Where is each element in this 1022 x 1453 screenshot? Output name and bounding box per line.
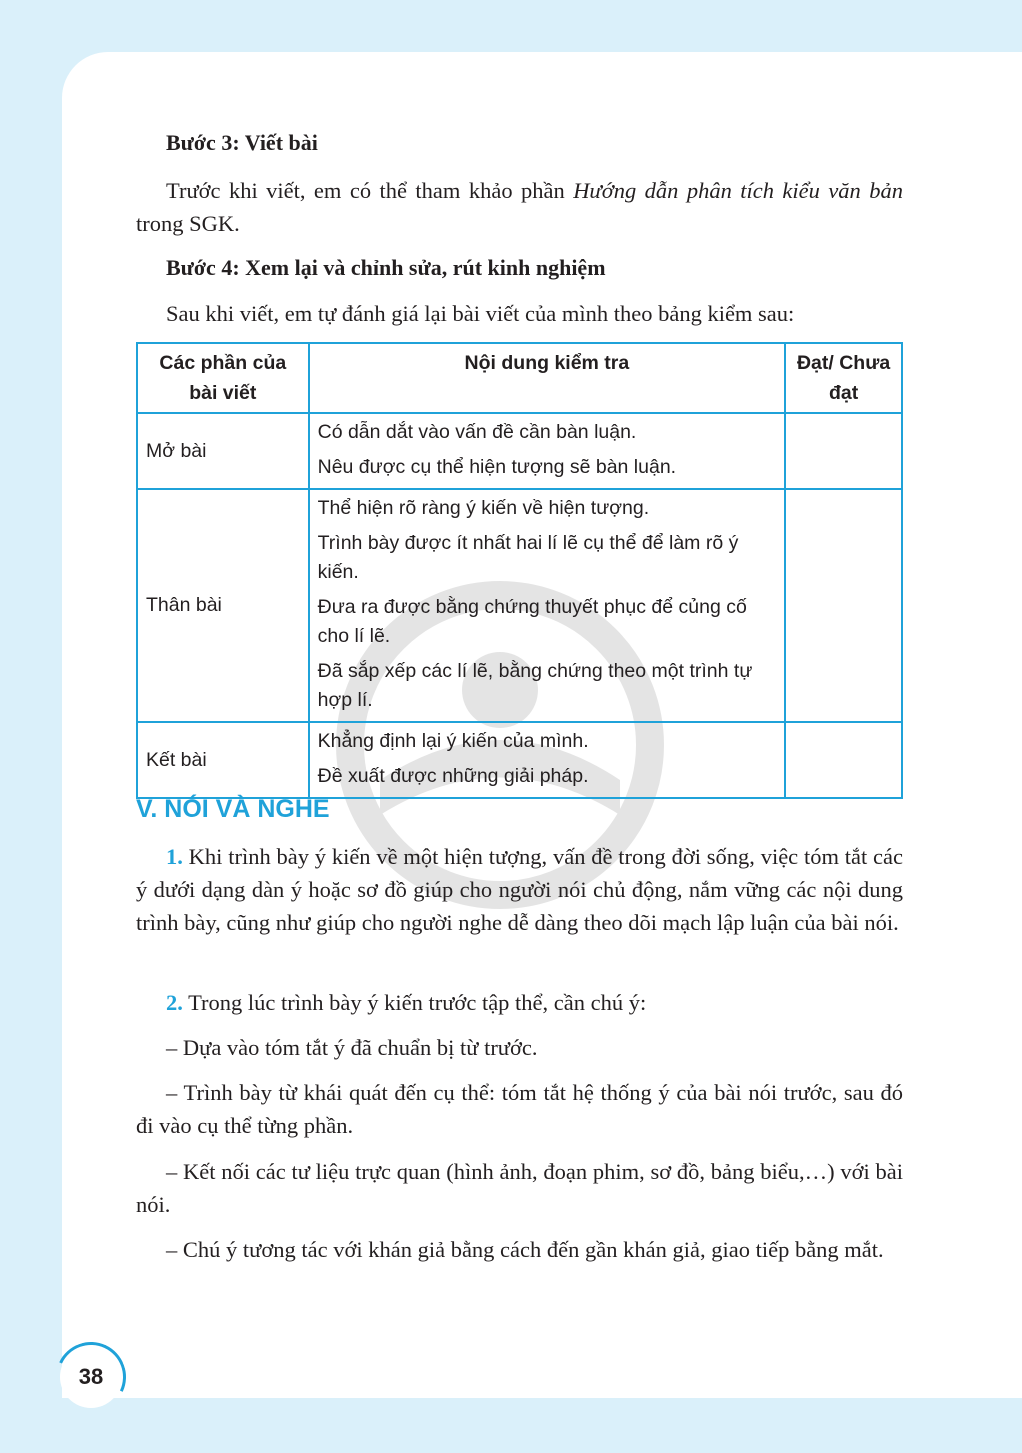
paragraph-1: 1. Khi trình bày ý kiến về một hiện tượng, vấn đề trong đời sống, việc tóm tắt các ý dưới dạng dàn ý hoặc sơ đồ giúp cho người nói chủ động, nắm vững các nội dung trình bày, cũng như giúp cho người nghe dễ dàng theo dõi mạch lập luận của bài nói. bbox=[136, 844, 903, 935]
table-header-row bbox=[137, 343, 902, 413]
table-header: Các phần của bài viết bbox=[137, 343, 309, 413]
table-row bbox=[137, 722, 902, 798]
check-item: Nêu được cụ thể hiện tượng sẽ bàn luận. bbox=[317, 456, 677, 478]
table-header: Đạt/ Chưa đạt bbox=[785, 343, 902, 413]
section-title: V. NÓI VÀ NGHE bbox=[136, 795, 330, 823]
step4-text: Sau khi viết, em tự đánh giá lại bài viết của mình theo bảng kiểm sau: bbox=[166, 301, 795, 326]
table-cell-result bbox=[785, 489, 902, 722]
check-item: Đưa ra được bằng chứng thuyết phục để củng cố cho lí lẽ. bbox=[317, 596, 747, 647]
table-cell-result bbox=[785, 722, 902, 798]
paragraph-number: 1. bbox=[166, 844, 183, 869]
check-item: Đề xuất được những giải pháp. bbox=[317, 765, 589, 787]
table-cell-items bbox=[309, 489, 786, 722]
check-item: Trình bày được ít nhất hai lí lẽ cụ thể để làm rõ ý kiến. bbox=[317, 532, 739, 583]
check-item: Thể hiện rõ ràng ý kiến về hiện tượng. bbox=[317, 497, 650, 519]
bullet-item: – Trình bày từ khái quát đến cụ thể: tóm tắt hệ thống ý của bài nói trước, sau đó đi vào cụ thể từng phần. bbox=[136, 1080, 903, 1138]
table-cell-result bbox=[785, 413, 902, 489]
table-header: Nội dung kiểm tra bbox=[309, 343, 786, 413]
table-cell-items bbox=[309, 722, 786, 798]
step3-heading: Bước 3: Viết bài bbox=[166, 130, 318, 155]
bullet-item: – Dựa vào tóm tắt ý đã chuẩn bị từ trước. bbox=[166, 1035, 538, 1060]
checklist-table bbox=[136, 342, 903, 799]
table-row bbox=[137, 413, 902, 489]
check-item: Đã sắp xếp các lí lẽ, bằng chứng theo một trình tự hợp lí. bbox=[317, 660, 753, 711]
table-cell-section: Thân bài bbox=[137, 489, 309, 722]
page-number-badge bbox=[60, 1346, 122, 1408]
table-cell-items bbox=[309, 413, 786, 489]
bullet-item: – Chú ý tương tác với khán giả bằng cách đến gần khán giả, giao tiếp bằng mắt. bbox=[166, 1237, 884, 1262]
table-cell-section: Mở bài bbox=[137, 413, 309, 489]
paragraph-number: 2. bbox=[166, 990, 183, 1015]
step4-heading: Bước 4: Xem lại và chỉnh sửa, rút kinh nghiệm bbox=[166, 255, 606, 280]
table-cell-section: Kết bài bbox=[137, 722, 309, 798]
step3-text: Trước khi viết, em có thể tham khảo phần Hướng dẫn phân tích kiểu văn bản trong SGK. bbox=[136, 178, 903, 236]
bullet-item: – Kết nối các tư liệu trực quan (hình ảnh, đoạn phim, sơ đồ, bảng biểu,…) với bài nói. bbox=[136, 1159, 903, 1217]
page-number: 38 bbox=[78, 1364, 104, 1389]
table-row bbox=[137, 489, 902, 722]
check-item: Khẳng định lại ý kiến của mình. bbox=[317, 730, 589, 752]
paragraph-2: 2. Trong lúc trình bày ý kiến trước tập thể, cần chú ý: bbox=[166, 990, 647, 1015]
check-item: Có dẫn dắt vào vấn đề cần bàn luận. bbox=[317, 421, 637, 443]
